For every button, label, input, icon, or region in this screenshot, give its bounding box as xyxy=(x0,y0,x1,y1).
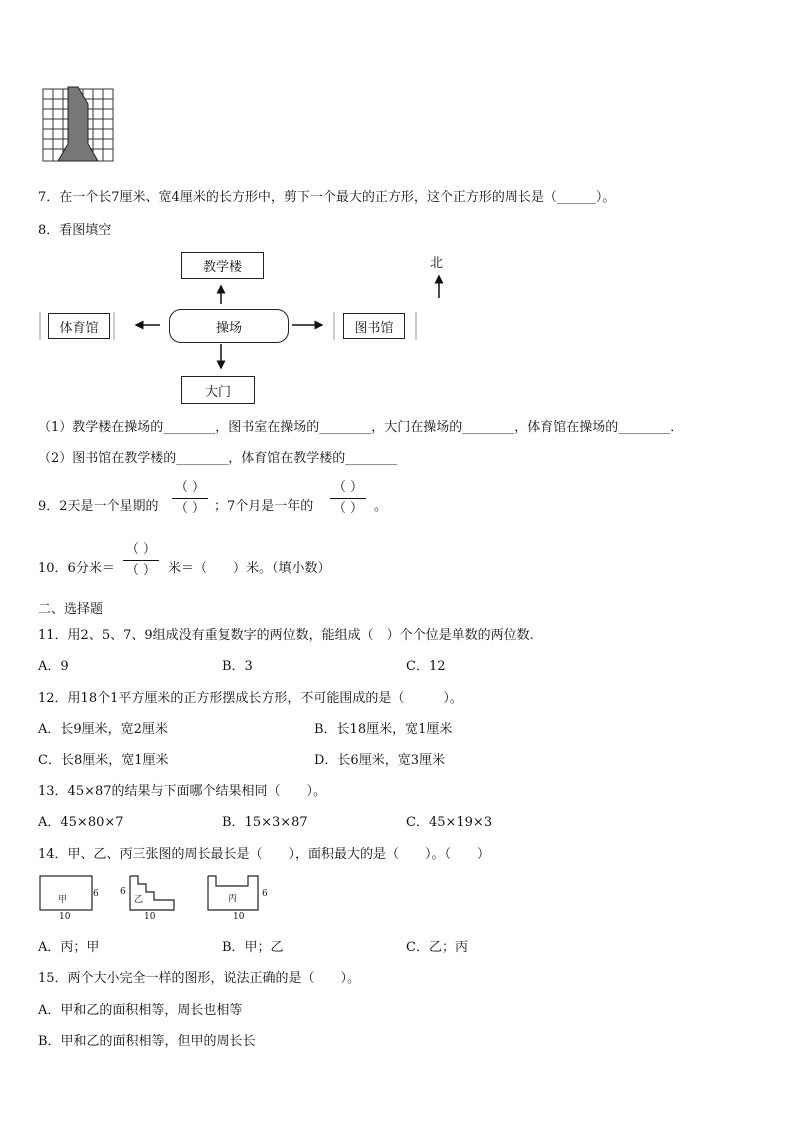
q12-option-b[interactable]: B．长18厘米，宽1厘米 xyxy=(314,722,453,737)
question-8-title: 8．看图填空 xyxy=(38,223,112,238)
question-9-part3: 。 xyxy=(374,499,388,514)
fig-bing-height: 6 xyxy=(262,889,268,899)
fig-jia-width: 10 xyxy=(59,912,71,922)
q11-option-c[interactable]: C．12 xyxy=(406,659,446,674)
fraction-denominator: （ ） xyxy=(174,501,206,516)
question-11: 11．用2、5、7、9组成没有重复数字的两位数，能组成（ ）个个位是单数的两位数. xyxy=(38,628,534,643)
north-label: 北 xyxy=(430,256,444,271)
question-13: 13．45×87的结果与下面哪个结果相同（ ）。 xyxy=(38,784,327,799)
fig-yi-label: 乙 xyxy=(134,895,144,905)
fraction-numerator: （ ） xyxy=(332,480,364,495)
question-10-part2: 米＝（ ）米。（填小数） xyxy=(168,561,331,576)
q13-option-b[interactable]: B．15×3×87 xyxy=(222,815,308,830)
q14-option-c[interactable]: C．乙；丙 xyxy=(406,940,468,955)
q11-option-b[interactable]: B．3 xyxy=(222,659,253,674)
question-8-sub1: （1）教学楼在操场的________，图书室在操场的________，大门在操场的________，体育馆在操场的________． xyxy=(38,420,684,435)
fraction-denominator: （ ） xyxy=(125,563,157,578)
q12-option-c[interactable]: C．长8厘米，宽1厘米 xyxy=(38,753,169,768)
q12-option-a[interactable]: A．长9厘米，宽2厘米 xyxy=(38,722,168,737)
fig-yi-width: 10 xyxy=(144,912,156,922)
gate-box: 大门 xyxy=(181,376,255,404)
fraction-numerator: （ ） xyxy=(174,480,206,495)
q12-option-d[interactable]: D．长6厘米，宽3厘米 xyxy=(314,753,445,768)
library-box: 图书馆 xyxy=(343,313,405,339)
question-12: 12．用18个1平方厘米的正方形摆成长方形，不可能围成的是（ ）。 xyxy=(38,691,463,706)
question-14: 14．甲、乙、丙三张图的周长最长是（ ），面积最大的是（ ）。（ ） xyxy=(38,847,491,862)
teaching-building-box: 教学楼 xyxy=(181,252,264,279)
gym-box: 体育馆 xyxy=(48,313,110,339)
q15-option-a[interactable]: A．甲和乙的面积相等，周长也相等 xyxy=(38,1003,243,1018)
q13-option-a[interactable]: A．45×80×7 xyxy=(38,815,124,830)
fig-bing-label: 丙 xyxy=(228,894,238,904)
q13-option-c[interactable]: C．45×19×3 xyxy=(406,815,493,830)
fig-jia-height: 6 xyxy=(93,889,99,899)
grid-figure xyxy=(40,86,116,164)
playground-box: 操场 xyxy=(169,309,289,343)
question-9-fraction-1 xyxy=(172,480,208,517)
q11-option-a[interactable]: A．9 xyxy=(38,659,69,674)
question-9-part2: ；7个月是一年的 xyxy=(214,499,314,514)
q15-option-b[interactable]: B．甲和乙的面积相等，但甲的周长长 xyxy=(38,1034,256,1049)
map-arrows xyxy=(0,240,470,380)
question-9-fraction-2 xyxy=(330,480,366,517)
question-7: 7．在一个长7厘米、宽4厘米的长方形中，剪下一个最大的正方形，这个正方形的周长是（______）。 xyxy=(38,190,616,205)
section-2-title: 二、选择题 xyxy=(38,602,104,617)
fraction-numerator: （ ） xyxy=(125,542,157,557)
fig-yi-height: 6 xyxy=(120,887,126,897)
question-10-fraction xyxy=(123,542,159,579)
question-15: 15．两个大小完全一样的图形，说法正确的是（ ）。 xyxy=(38,971,361,986)
q14-option-a[interactable]: A．丙；甲 xyxy=(38,940,100,955)
question-8-sub2: （2）图书馆在教学楼的________，体育馆在教学楼的________ xyxy=(38,451,398,466)
question-9-part1: 9．2天是一个星期的 xyxy=(38,499,159,514)
fig-jia-label: 甲 xyxy=(58,895,68,905)
question-10-part1: 10．6分米＝ xyxy=(38,561,115,576)
q14-option-b[interactable]: B．甲；乙 xyxy=(222,940,284,955)
fig-bing-width: 10 xyxy=(233,912,245,922)
fraction-denominator: （ ） xyxy=(332,501,364,516)
